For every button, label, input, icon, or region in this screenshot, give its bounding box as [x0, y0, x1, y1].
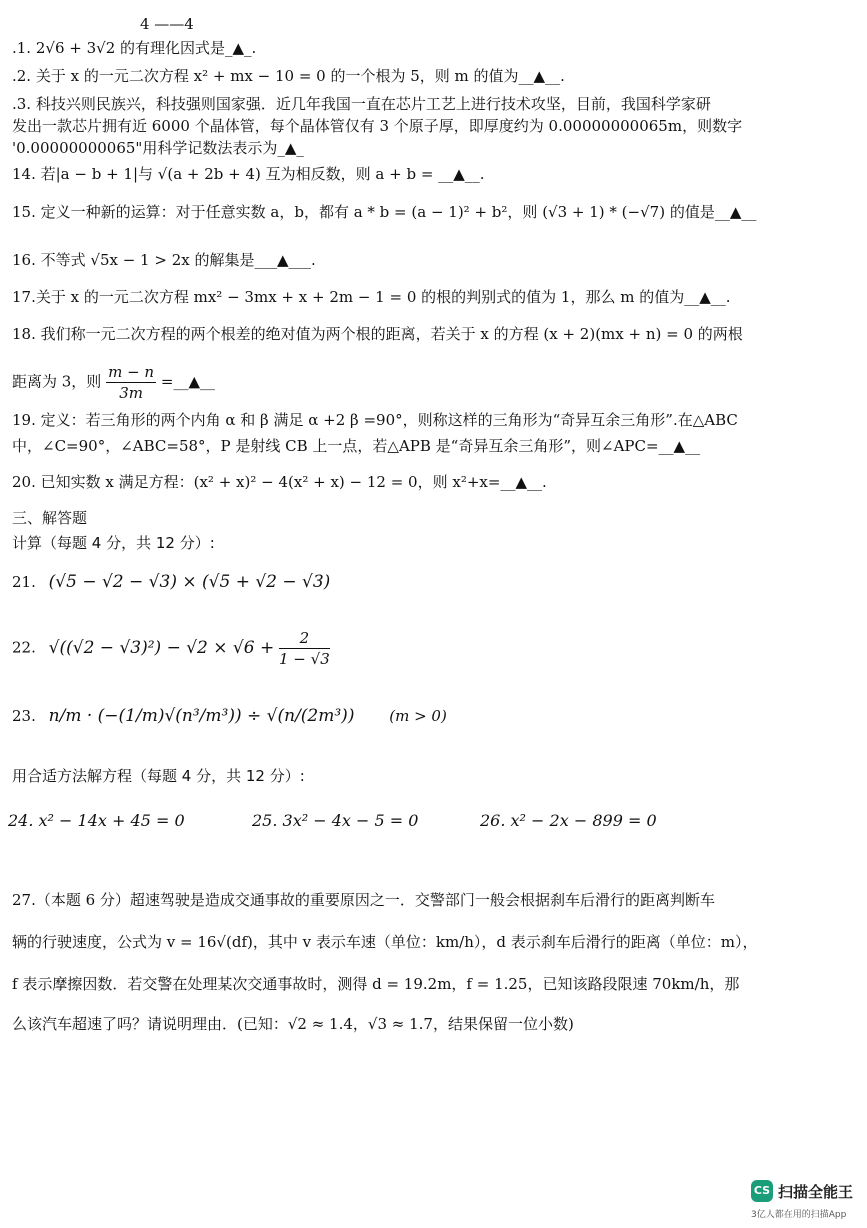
question-27-line2: 辆的行驶速度，公式为 v = 16√(df)，其中 v 表示车速（单位：km/h），d 表示刹车后滑行的距离（单位：m）， — [12, 933, 758, 951]
question-22 — [12, 628, 857, 669]
q18-suffix: =__▲__ — [160, 372, 215, 391]
calc-header: 计算（每题 4 分，共 12 分）: — [12, 534, 215, 552]
q22-numerator: 2 — [279, 628, 330, 649]
q18-numerator: m − n — [108, 363, 155, 381]
cs-logo-icon: CS — [751, 1180, 773, 1202]
header-fragment: 4 ——4 — [140, 15, 194, 33]
q23-condition: (m > 0) — [389, 707, 447, 725]
watermark-slogan: 3亿人都在用的扫描App — [751, 1210, 847, 1220]
question-19-line1: 19. 定义：若三角形的两个内角 α 和 β 满足 α +2 β =90°，则称这样的三角形为“奇异互余三角形”.在△ABC — [12, 411, 738, 429]
question-15: 15. 定义一种新的运算：对于任意实数 a，b，都有 a * b = (a − 1)² + b²，则 (√3 + 1) * (−√7) 的值是__▲__ — [12, 203, 757, 221]
q22-fraction — [279, 628, 330, 669]
question-18-line2 — [12, 362, 857, 403]
question-23 — [12, 706, 857, 726]
question-13-line3: '0.00000000065"用科学记数法表示为_▲_ — [12, 139, 304, 157]
camscanner-watermark — [751, 1180, 861, 1222]
q22-expression: √((√2 − √3)²) − √2 × √6 + — [48, 637, 275, 658]
q23-expression: n/m · (−(1/m)√(n³/m³)) ÷ √(n/(2m³)) — [48, 706, 355, 726]
question-17: 17.关于 x 的一元二次方程 mx² − 3mx + x + 2m − 1 = 0 的根的判别式的值为 1，那么 m 的值为__▲__. — [12, 288, 731, 306]
question-13-line2: 发出一款芯片拥有近 6000 个晶体管，每个晶体管仅有 3 个原子厚，即厚度约为 0.00000000065m，则数字 — [12, 117, 743, 135]
question-12: .2. 关于 x 的一元二次方程 x² + mx − 10 = 0 的一个根为 5，则 m 的值为__▲__. — [12, 67, 565, 85]
question-11: .1. 2√6 + 3√2 的有理化因式是_▲_. — [12, 39, 257, 57]
question-27-line3: f 表示摩擦因数．若交警在处理某次交通事故时，测得 d = 19.2m，f = 1.25，已知该路段限速 70km/h，那 — [12, 975, 740, 993]
question-13-line1: .3. 科技兴则民族兴，科技强则国家强．近几年我国一直在芯片工艺上进行技术攻坚，目前，我国科学家研 — [12, 95, 711, 113]
question-21 — [12, 572, 857, 592]
question-18-line1: 18. 我们称一元二次方程的两个根差的绝对值为两个根的距离，若关于 x 的方程 (x + 2)(mx + n) = 0 的两根 — [12, 325, 743, 343]
q23-label: 23. — [12, 707, 36, 725]
solve-header: 用合适方法解方程（每题 4 分，共 12 分）: — [12, 767, 305, 785]
watermark-brand: 扫描全能王 — [778, 1183, 854, 1201]
question-14: 14. 若|a − b + 1|与 √(a + 2b + 4) 互为相反数，则 a + b = __▲__. — [12, 165, 485, 183]
q18-denominator: 3m — [119, 384, 143, 402]
q21-label: 21. — [12, 573, 36, 591]
q22-denominator: 1 − √3 — [279, 650, 330, 668]
q18-prefix: 距离为 3，则 — [12, 372, 102, 391]
question-27-line4: 么该汽车超速了吗？请说明理由．(已知：√2 ≈ 1.4，√3 ≈ 1.7，结果保留一位小数) — [12, 1015, 574, 1033]
question-25: 25. 3x² − 4x − 5 = 0 — [252, 811, 419, 830]
question-16: 16. 不等式 √5x − 1 > 2x 的解集是___▲___. — [12, 251, 316, 269]
question-19-line2: 中，∠C=90°，∠ABC=58°，P 是射线 CB 上一点，若△APB 是“奇异互余三角形”，则∠APC=__▲__ — [12, 437, 701, 455]
q21-expression: (√5 − √2 − √3) × (√5 + √2 − √3) — [48, 572, 331, 592]
q18-fraction — [106, 362, 156, 403]
question-24: 24. x² − 14x + 45 = 0 — [8, 811, 185, 830]
question-20: 20. 已知实数 x 满足方程：(x² + x)² − 4(x² + x) − 12 = 0，则 x²+x=__▲__. — [12, 473, 547, 491]
question-27-line1: 27.（本题 6 分）超速驾驶是造成交通事故的重要原因之一．交警部门一般会根据刹车后滑行的距离判断车 — [12, 891, 715, 909]
q22-label: 22. — [12, 638, 36, 657]
section-3-title: 三、解答题 — [12, 509, 88, 527]
question-26: 26. x² − 2x − 899 = 0 — [480, 811, 657, 830]
